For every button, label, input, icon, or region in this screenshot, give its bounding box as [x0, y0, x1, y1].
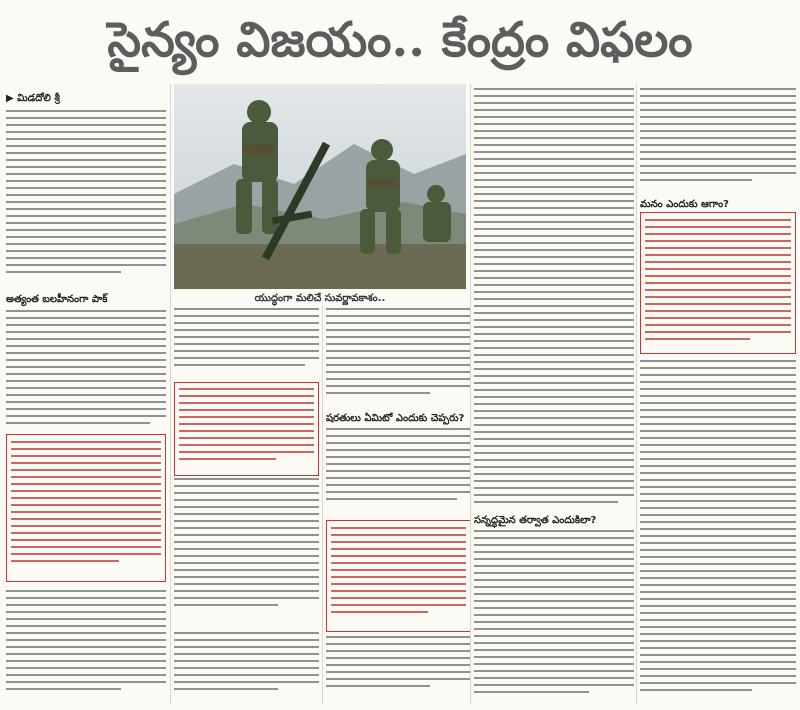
article-column-4-top [474, 88, 634, 508]
article-column-3-mid [326, 428, 471, 518]
article-column-3-top [326, 308, 471, 408]
byline-text: మిడదోలి శ్రీ [17, 93, 60, 104]
red-highlight-box-2 [174, 382, 319, 476]
red-highlight-box-1 [6, 434, 166, 582]
article-column-5-top [640, 88, 796, 192]
column-divider [322, 306, 323, 704]
subhead-1: అత్యంత బలహీనంగా పాక్ [6, 294, 108, 305]
article-column-5-bottom [640, 360, 796, 704]
arrow-icon: ▶ [6, 93, 18, 104]
soldiers-photo [174, 84, 466, 289]
article-column-2-top [174, 308, 319, 378]
article-column-3-bottom [326, 636, 471, 704]
article-column-2-bottom [174, 632, 319, 704]
article-column-1-top [6, 110, 166, 288]
headline: సైన్యం విజయం.. కేంద్రం విఫలం [107, 12, 693, 68]
column-divider [636, 84, 637, 704]
article-column-1-mid [6, 310, 166, 430]
red-highlight-box-3 [326, 520, 471, 632]
byline [6, 92, 60, 106]
column-divider [470, 84, 471, 704]
subhead-3: సన్నద్ధమైన తర్వాత ఎందుకిలా? [474, 515, 597, 526]
column-divider [170, 84, 171, 704]
article-column-4-bottom [474, 530, 634, 704]
subhead-2: షరతులు ఏమిటో ఎందుకు చెప్పరు? [326, 413, 465, 424]
article-column-1-bottom [6, 590, 166, 702]
photo-caption: యుద్ధంగా మలిచే సువర్ణావకాశం.. [254, 293, 386, 304]
subhead-4: మనం ఎందుకు ఆగాం? [640, 199, 729, 210]
article-column-2-mid [174, 478, 319, 628]
red-highlight-box-4 [640, 212, 796, 354]
